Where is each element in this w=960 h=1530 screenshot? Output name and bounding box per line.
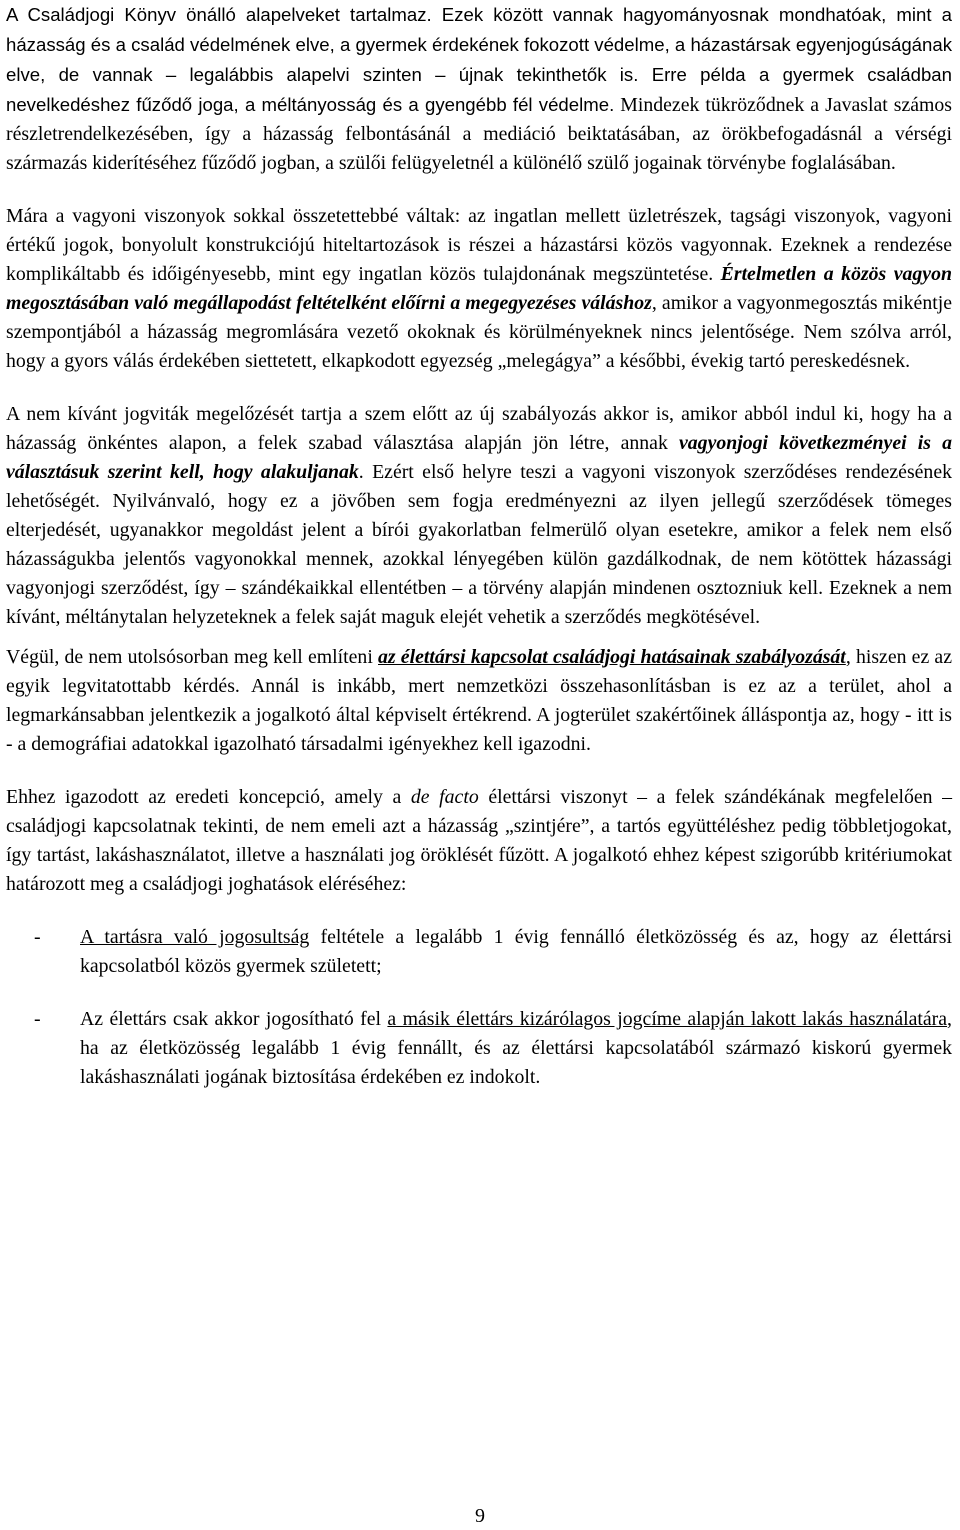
paragraph-contract-regulation <box>6 400 952 632</box>
list-item-underlined: a másik élettárs kizárólagos jogcíme alapján lakott lakás használatára <box>387 1008 948 1030</box>
list-bullet-dash: - <box>34 1008 41 1030</box>
paragraph-cohabitation <box>6 643 952 759</box>
paragraph-contract-text-a: A nem kívánt jogviták megelőzését tartja a szem előtt az új szabályozás akkor is, amikor abból indul ki, hogy ha a házasság önkéntes alapon, a felek szabad választása alapján jön létre, annak <box>6 403 952 454</box>
paragraph-de-facto-text-b: élettársi viszonyt – a felek szándékának megfelelően – családjogi kapcsolatnak tekinti, de nem emeli azt a házasság „szintjére”, a tartós együttéléshez pedig többletjogokat, így tartást, lakáshasználatot, illetve a használati jog öröklését fűzött. A jogalkotó ehhez képest szigorúbb kritériumokat határozott meg a családjogi joghatások eléréséhez: <box>6 786 953 895</box>
list-item <box>6 1005 952 1092</box>
paragraph-property-emphasis: Értelmetlen a közös vagyon megosztásában való megállapodást feltételként előírni a megegyezéses váláshoz <box>6 263 952 314</box>
paragraph-principles-sans-text: A Családjogi Könyv önálló alapelveket tartalmaz. Ezek között vannak hagyományosnak mondhatóak, mint a házasság és a család védelmének elve, a gyermek érdekének fokozott védelme, a házastársak egyenjogúságának elve, de vannak – legalábbis alapelvi szinten – újnak tekinthetők is. Erre példa a gyermek családban nevelkedéshez fűződő joga, a méltányosság és a gyengébb fél védelme. <box>6 4 952 115</box>
list-item-text <box>80 923 952 981</box>
paragraph-cohabitation-text-b: , hiszen ez az egyik legvitatottabb kérdés. Annál is inkább, mert nemzetközi összehasonlításban is ez az a terület, ahol a legmarkánsabban jelentkezik a jogalkotó által képviselt értékrend. A jogterület szakértőinek álláspontja az, hogy - itt is - a demográfiai adatokkal igazolható társadalmi igényekhez kell igazodni. <box>6 646 952 755</box>
list-item-text <box>80 1005 952 1092</box>
paragraph-property-relations <box>6 202 952 376</box>
criteria-list <box>6 923 952 1092</box>
list-item <box>6 923 952 981</box>
paragraph-de-facto-italic: de facto <box>410 786 479 808</box>
list-item-underlined: A tartásra való jogosultság <box>80 926 310 948</box>
page-number: 9 <box>475 1505 485 1527</box>
paragraph-property-text-a: Mára a vagyoni viszonyok sokkal összetettebbé váltak: az ingatlan mellett üzletrészek, tagsági viszonyok, vagyoni értékű jogok, bonyolult konstrukciójú hiteltartozások is részei a házastársi közös vagyonnak. Ezeknek a rendezése komplikáltabb és időigényesebb, mint egy ingatlan közös tulajdonának megszüntetése. <box>6 205 952 285</box>
paragraph-contract-emphasis: vagyonjogi következményei is a választásuk szerint kell, hogy alakuljanak <box>6 432 953 483</box>
list-bullet-dash: - <box>34 926 41 948</box>
list-item-text-b: feltétele a legalább 1 évig fennálló életközösség és az, hogy az élettársi kapcsolatból közös gyermek született; <box>80 926 952 977</box>
paragraph-principles <box>6 0 952 178</box>
paragraph-cohabitation-emphasis: az élettársi kapcsolat családjogi hatásainak szabályozását <box>378 646 846 668</box>
paragraph-de-facto <box>6 783 952 899</box>
paragraph-cohabitation-text-a: Végül, de nem utolsósorban meg kell említeni <box>6 646 379 668</box>
document-page <box>6 0 952 1092</box>
paragraph-de-facto-text-a: Ehhez igazodott az eredeti koncepció, amely a <box>6 786 411 808</box>
paragraph-principles-serif-text: Mindezek tükröződnek a Javaslat számos részletrendelkezésében, így a házasság felbontásánál a mediáció beiktatásában, az örökbefogadásnál a vérségi származás kiderítéséhez fűződő jogban, a szülői felügyeletnél a különélő szülő jogainak törvénybe foglalásában. <box>6 94 952 174</box>
paragraph-contract-text-b: . Ezért első helyre teszi a vagyoni viszonyok szerződéses rendezésének lehetőségét. Nyilvánvaló, hogy ez a jövőben sem fogja eredményezni az ilyen jellegű szerződések tömeges elterjedését, ugyanakkor megoldást jelent a bírói gyakorlatban felmerülő olyan esetekre, amikor a felek nem első házasságukba jelentős vagyonokkal mennek, azokkal lényegében külön gazdálkodnak, de nem kötöttek házassági vagyonjogi szerződést, így – szándékaikkal ellentétben – a törvény alapján mindenen osztozniuk kell. Ezeknek a nem kívánt, méltánytalan helyzeteknek a felek saját maguk elejét vehetik a szerződés megkötésével. <box>6 461 952 628</box>
paragraph-property-text-b: , amikor a vagyonmegosztás mikéntje szempontjából a házasság megromlására vezető okoknak és körülményeknek nincs jelentősége. Nem szólva arról, hogy a gyors válás érdekében siettetett, elkapkodott egyezség „melegágya” a későbbi, évekig tartó pereskedésnek. <box>6 292 952 372</box>
list-item-text-a: Az élettárs csak akkor jogosítható fel <box>80 1008 388 1030</box>
list-item-text-b: , ha az életközösség legalább 1 évig fennállt, és az élettársi kapcsolatából származó kiskorú gyermek lakáshasználati jogának biztosítása érdekében ez indokolt. <box>80 1008 952 1088</box>
